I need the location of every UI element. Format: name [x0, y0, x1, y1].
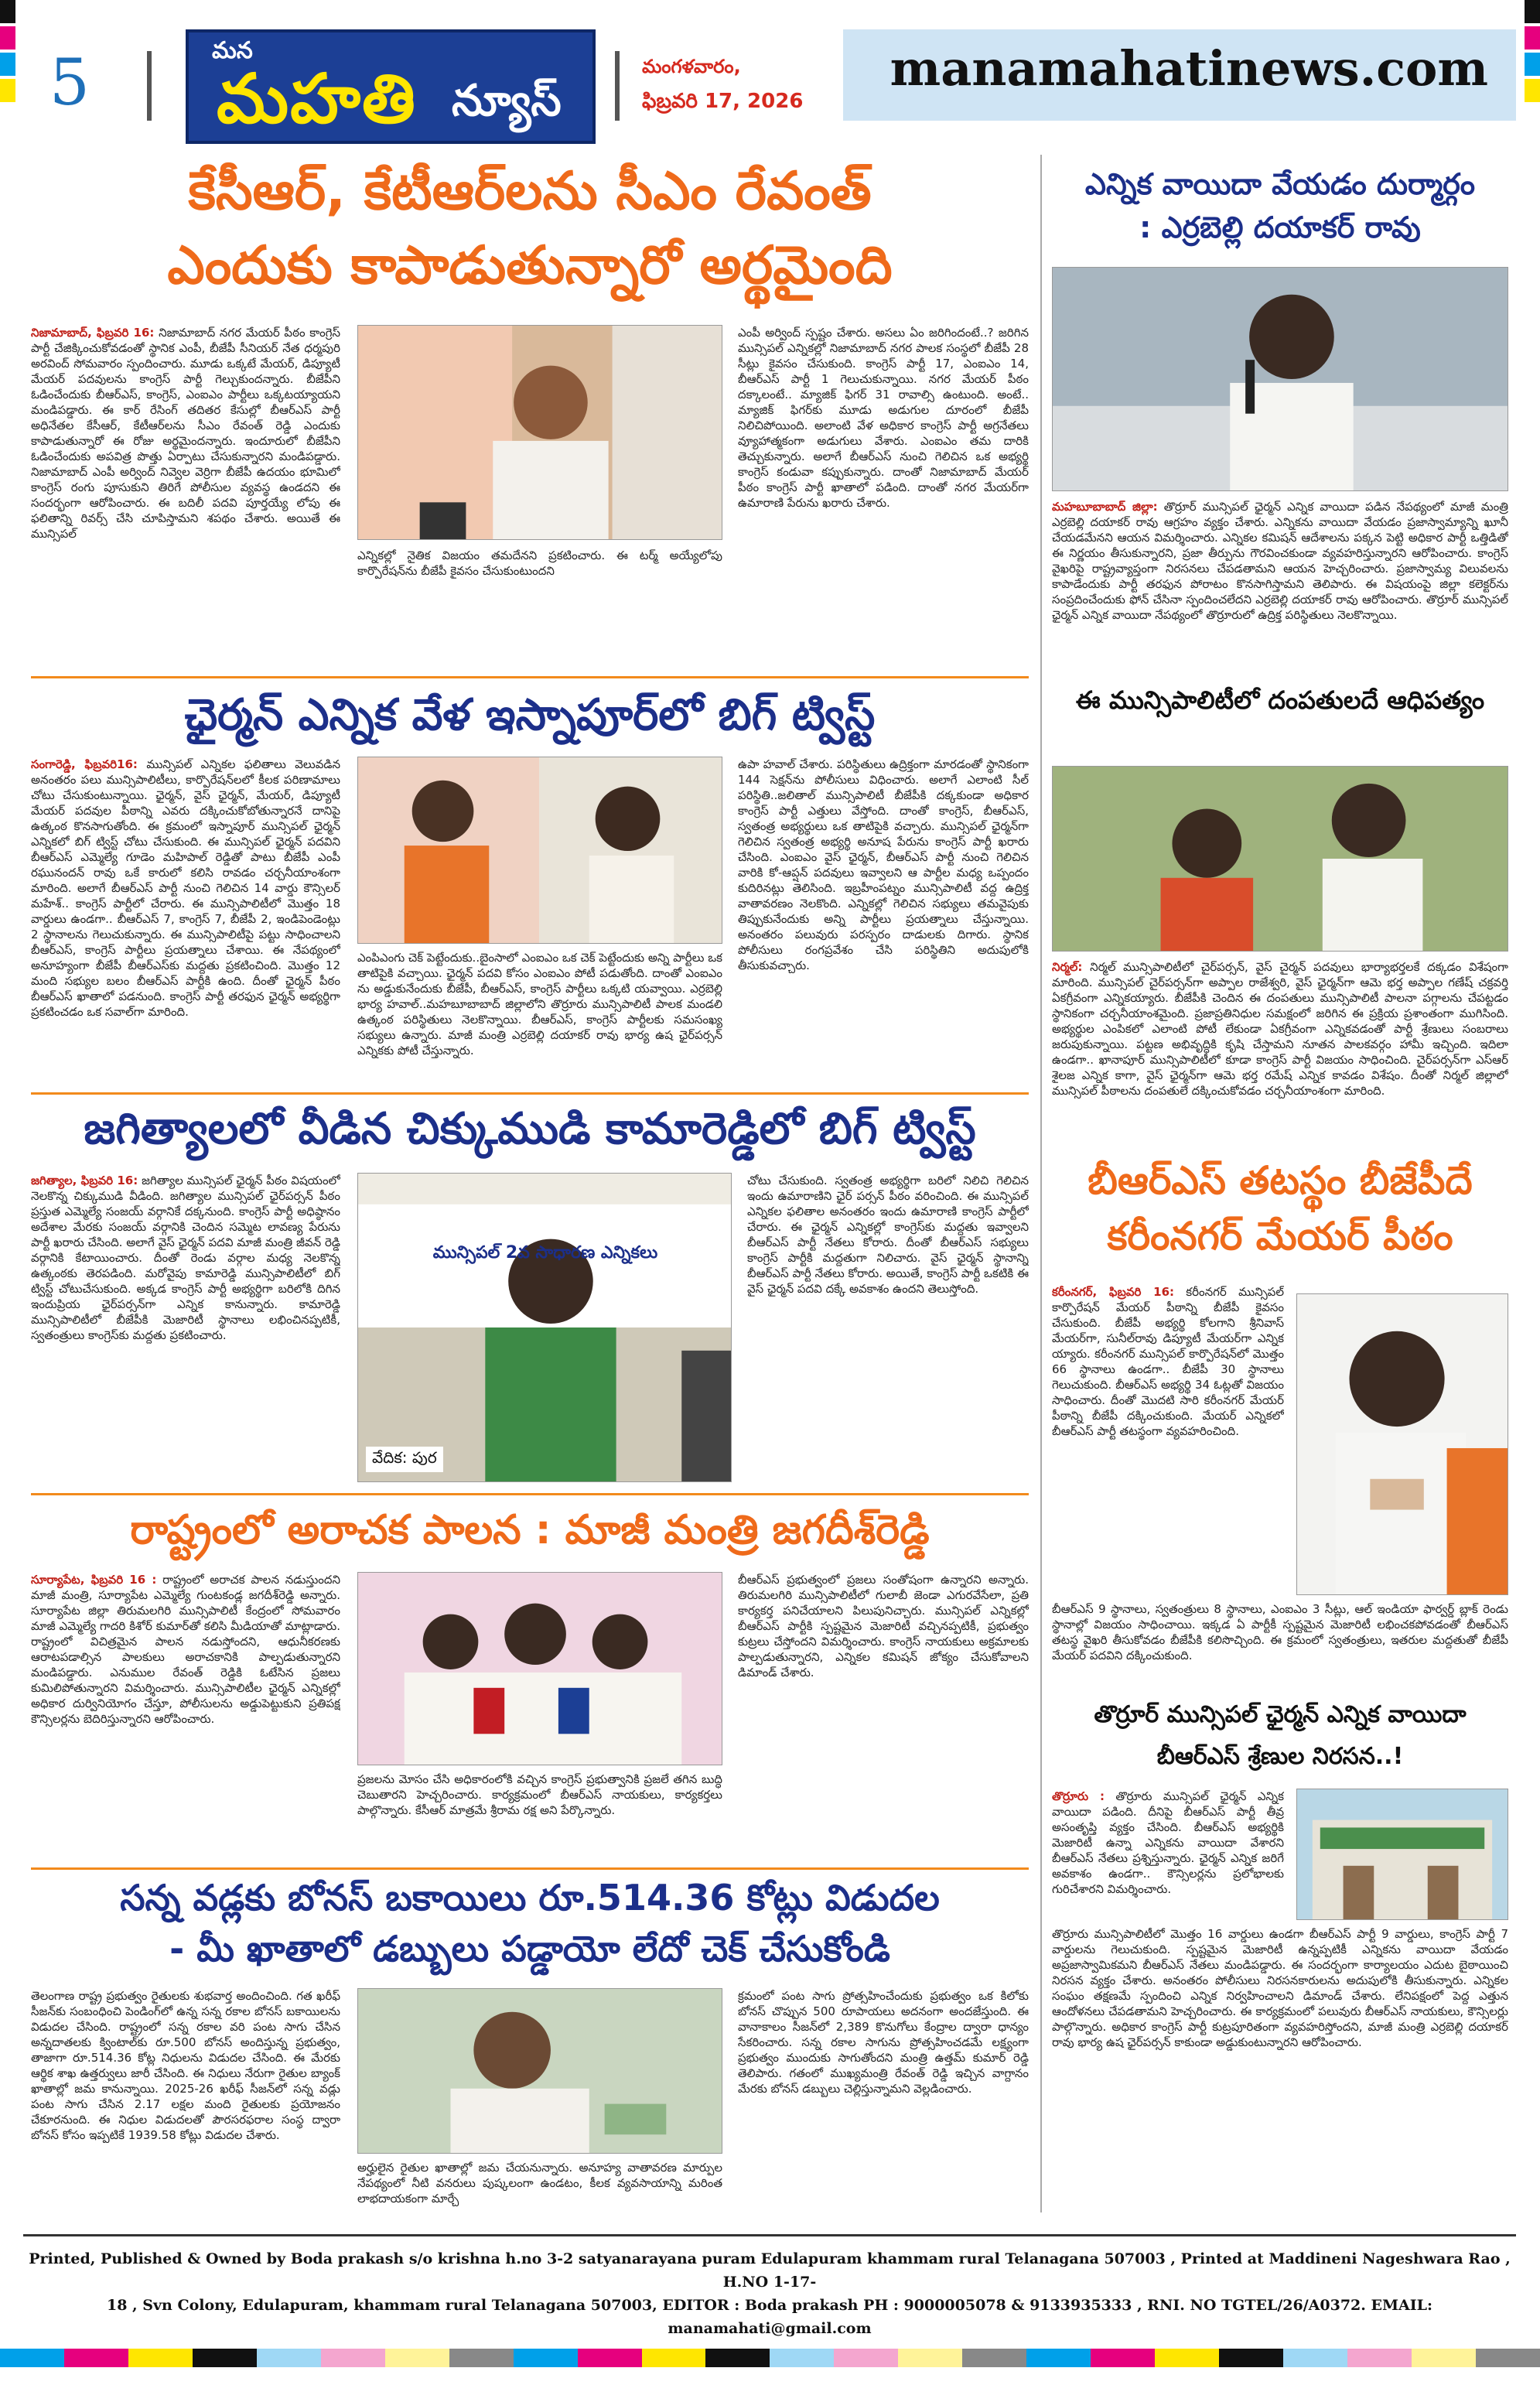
story1-headline [31, 155, 1029, 303]
story9-headline-line2: - మీ ఖాతాలో డబ్బులు పడ్డాయో లేదో చెక్ చేసుకోండి [169, 1928, 890, 1970]
story1-column-1 [31, 325, 340, 665]
story8-body-1: తొర్రూరు మున్సిపల్ ఛైర్మన్ ఎన్నిక వాయిదా పడింది. దీనిపై బీఆర్ఎస్ పార్టీ తీవ్ర అసంతృప్తి వ్యక్తం చేసింది. బీఆర్ఎస్ అభ్యర్థికి మెజారిటీ ఉన్నా ఎన్నికను వాయిదా వేశారని బీఆర్ఎస్ నేతలు ప్రశ్నిస్తున్నారు. ఛైర్మన్ ఎన్నిక జరిగే అవకాశం ఉండగా.. కౌన్సిలర్లను ప్రలోభాలకు గురిచేశారని విమర్శించారు. [1052, 1789, 1284, 1896]
story4-photo [1052, 766, 1508, 952]
story9-column-2 [357, 2160, 722, 2217]
story1-headline-line1: కేసీఆర్, కేటీఆర్‌లను సీఎం రేవంత్ [188, 161, 872, 222]
story1-photo [357, 325, 722, 540]
story6-dateline: కరీంనగర్, ఫిబ్రవరి 16: [1052, 1285, 1175, 1299]
story7-photo [357, 1572, 722, 1765]
story2-body [1052, 499, 1508, 669]
story8-headline [1052, 1694, 1508, 1778]
story8-headline-line1: తొర్రూర్ మున్సిపల్ ఛైర్మన్ ఎన్నిక వాయిదా [1094, 1701, 1467, 1728]
crop-marks-right [1525, 0, 1540, 108]
story5-column-2 [747, 1173, 1029, 1482]
story5-headline: జగిత్యాలలో వీడిన చిక్కుముడి కామారెడ్డిలో బిగ్ ట్విస్ట్ [84, 1104, 976, 1154]
issue-date-text: ఫిబ్రవరి 17, 2026 [642, 90, 804, 113]
masthead-divider [147, 51, 152, 121]
issue-day: మంగళవారం, [642, 56, 741, 77]
masthead [23, 29, 1516, 144]
story3-headline: ఛైర్మన్ ఎన్నిక వేళ ఇస్నాపూర్‌లో బిగ్ ట్విస్ట్ [184, 690, 876, 740]
story8-photo [1296, 1789, 1508, 1920]
story5-photo [357, 1173, 732, 1482]
story6-headline-line1: బీఆర్ఎస్ తటస్థం బీజేపీదే [1088, 1158, 1473, 1203]
story6-body-2 [1052, 1601, 1508, 1686]
story4-headline: ఈ మున్సిపాలిటీలో దంపతులదే ఆధిపత్యం [1075, 685, 1485, 715]
story8-headline-line2: బీఆర్ఎస్ శ్రేణుల నిరసన..! [1156, 1743, 1404, 1770]
imprint-line-1: Printed, Published & Owned by Boda prakash s/o krishna h.no 3-2 satyanarayana puram Edulapuram khammam rural Telanagana 507003 , Printed at Maddineni Nageshwara Rao , H.NO 1-17- [29, 2250, 1511, 2291]
story9-headline [31, 1872, 1029, 1974]
story7-body-3: ప్రజలను మోసం చేసి అధికారంలోకి వచ్చిన కాంగ్రెస్ ప్రభుత్వానికి ప్రజలే తగిన బుద్ధి చెబుతారని హెచ్చరించారు. కార్యక్రమంలో బీఆర్ఎస్ నాయకులు, కార్యకర్తలు పాల్గొన్నారు. కేసీఆర్ మాత్రమే శ్రీరామ రక్ష అని పేర్కొన్నారు. [357, 1772, 722, 1817]
story1-headline-line2: ఎందుకు కాపాడుతున్నారో అర్థమైంది [167, 235, 893, 296]
story7-body-1: రాష్ట్రంలో అరాచక పాలన నడుస్తుందని మాజీ మంత్రి, సూర్యాపేట ఎమ్మెల్యే గుంటకండ్ల జగదీశ్‌రెడ్డి అన్నారు. సూర్యాపేట జిల్లా తిరుమలగిరి మున్సిపాలిటీ కేంద్రంలో సోమవారం మాజీ ఎమ్మెల్యే గాదరి కిశోర్ కుమార్‌తో కలిసి మీడియాతో మాట్లాడారు. రాష్ట్రంలో విచిత్రమైన పాలన నడుస్తోందని, ఆధునీకరణకు ఆరాటపడాల్సిన పాలకులు అరాచకానికి పాల్పడుతున్నారని మండిపడ్డారు. ఎనుముల రేవంత్ రెడ్డికి ఓటేసిన ప్రజలు కుమిలిపోతున్నారని విమర్శించారు. మున్సిపాలిటీల ఛైర్మన్ ఎన్నికల్లో అధికార దుర్వినియోగం చేస్తూ, పోలీసులను అడ్డుపెట్టుకుని ప్రతిపక్ష కౌన్సిలర్లను బెదిరిస్తున్నారని ఆరోపించారు. [31, 1573, 340, 1726]
imprint-footer [23, 2234, 1516, 2340]
story1-body-1: నిజామాబాద్ నగర మేయర్ పీఠం కాంగ్రెస్ పార్టీ చేజిక్కించుకోవడంతో స్థానిక ఎంపీ, బీజేపీ సీనియర్ నేత ధర్మపురి అరవింద్ సోమవారం స్పందించారు. మూడు ఒక్కటే మేయర్, డిప్యూటీ మేయర్ పదవులను కాంగ్రెస్ పార్టీ గెల్చుకుందన్నారు. బీజేపీని ఓడించేందుకు బీఆర్ఎస్, కాంగ్రెస్, ఎంఐఎం పార్టీలు ఒక్కటయ్యాయని మండిపడ్డారు. ఈ కార్ రేసింగ్ తదితర కేసుల్లో బీఆర్ఎస్ పార్టీ అధినేతల కేసీఆర్, కేటీఆర్‌లను సీఎం రేవంత్ రెడ్డి ఎందుకు కాపాడుతున్నారో ఈ రోజు అర్థమైందన్నారు. ఇందూరులో బీజేపీని ఓడించేందుకు అపవిత్ర పొత్తు ఏర్పాటు చేసుకున్నారని మండిపడ్డారు. నిజామాబాద్ ఎంపీ అర్వింద్ నివ్వెల వెర్రిగా బీజేపీ ఉదయం భూమిలో కాంగ్రెస్ రంగు పూసుకుని తిరిగే పోలీసుల వ్యవస్థ ఉండదని ఈ సందర్భంగా ఆరోపించారు. ఈ బదిలీ పదవి పూర్తయ్యే లోపు ఈ ఫలితాన్ని రివర్స్ చేసి చూపిస్తామని శపథం చేశారు. అయితే ఈ మున్సిపల్ [31, 326, 340, 541]
story9-body-1: తెలంగాణ రాష్ట్ర ప్రభుత్వం రైతులకు శుభవార్త అందించింది. గత ఖరీఫ్ సీజన్‌కు సంబంధించి పెండింగ్‌లో ఉన్న సన్న రకాల బోనస్ బకాయిలను విడుదల చేసింది. రాష్ట్రంలో సన్న రకాల వరి పంట సాగు చేసిన అన్నదాతలకు క్వింటాల్‌కు రూ.500 బోనస్ అందిస్తున్న ప్రభుత్వం, తాజాగా రూ.514.36 కోట్ల నిధులను విడుదల చేసింది. ఈ మేరకు ఆర్థిక శాఖ ఉత్తర్వులు జారీ చేసింది. ఈ నిధులు నేరుగా రైతుల బ్యాంక్ ఖాతాల్లో జమ కానున్నాయి. 2025-26 ఖరీఫ్ సీజన్‌లో సన్న వడ్లు పంట సాగు చేసిన 2.17 లక్షల మంది రైతులకు ప్రయోజనం చేకూరనుంది. ఈ నిధుల విడుదలతో పౌరసరఫరాల సంస్థ ద్వారా బోనస్ కోసం ఇప్పటికే 1939.58 కోట్లు విడుదల చేశారు. [31, 1989, 340, 2142]
issue-date [642, 56, 835, 118]
section-rule [31, 1867, 1029, 1870]
story2-photo [1052, 267, 1508, 491]
story3-column-1 [31, 757, 340, 1081]
story8-dateline: తొర్రూరు : [1052, 1789, 1105, 1803]
story4-dateline: నిర్మల్: [1052, 960, 1083, 974]
story3-dateline: సంగారెడ్డి, ఫిబ్రవరి16: [31, 757, 138, 771]
story1-body-3: ఎంపీ అర్వింద్ స్పష్టం చేశారు. అసలు ఏం జరిగిందంటే..? జరిగిన మున్సిపల్ ఎన్నికల్లో నిజామాబాద్ నగర పాలక సంస్థలో బీజేపీ 28 సీట్లు కైవసం చేసుకుంది. కాంగ్రెస్ పార్టీ 17, ఎంఐఎం 14, బీఆర్ఎస్ పార్టీ 1 గెలుచుకున్నాయి. నగర మేయర్ పీఠం దక్కాలంటే.. మ్యాజిక్ ఫిగర్ 31 రావాల్సి ఉంటుంది. అంటే.. మ్యాజిక్ ఫిగర్‌కు మూడు అడుగుల దూరంలో బీజేపీ నిలిచిపోయింది. అలాంటి వేళ అధికార కాంగ్రెస్ పార్టీ అగ్రనేతలు వ్యూహాత్మకంగా అడుగులు వేశారు. ఎంఐఎం తమ దారికి తెచ్చుకున్నారు. అలాగే బీఆర్ఎస్ నుంచి గెలిచిన ఒక అభ్యర్థి కాంగ్రెస్ కండువా కప్పుకున్నారు. దాంతో నిజామాబాద్ మేయర్ పీఠం కాంగ్రెస్ పార్టీ ఖాతాలో పడింది. దాంతో నగర మేయర్‌గా ఉమారాణి పేరును ఖరారు చేశారు. [738, 326, 1029, 510]
story1-column-2 [357, 548, 722, 664]
story7-column-1 [31, 1572, 340, 1858]
story3-photo [357, 757, 722, 944]
story2-headline [1052, 162, 1508, 249]
story5-column-1 [31, 1173, 340, 1482]
story6-body-2-text: బీఆర్ఎస్ 9 స్థానాలు, స్వతంత్రులు 8 స్థానాలు, ఎంఐఎం 3 సీట్లు, ఆల్ ఇండియా ఫార్వర్డ్ బ్లాక్ రెండు స్థానాల్లో విజయం సాధించాయి. ఇక్కడ ఏ పార్టీకీ స్పష్టమైన మెజారిటీ లభించకపోవడంతో బీఆర్ఎస్ తటస్థ వైఖరి తీసుకోవడం బీజేపీకి కలిసొచ్చింది. ఈ క్రమంలో స్వతంత్రులు, ఇతరుల మద్దతుతో బీజేపీ మేయర్ పదవిని దక్కించుకుంది. [1052, 1602, 1508, 1662]
story9-headline-line1: సన్న వడ్లకు బోనస్ బకాయిలు రూ.514.36 కోట్లు విడుదల [120, 1877, 940, 1919]
story5-photo-caption: వేదిక: పుర [366, 1447, 443, 1472]
story3-column-3 [738, 757, 1029, 1081]
website-url[interactable]: manamahatinews.com [890, 40, 1488, 97]
print-color-bar [0, 2349, 1540, 2367]
story6-headline-line2: కరీంనగర్ మేయర్ పీఠం [1107, 1214, 1453, 1259]
story7-headline: రాష్ట్రంలో అరాచక పాలన : మాజీ మంత్రి జగదీశ్‌రెడ్డి [130, 1507, 930, 1553]
section-rule [31, 1092, 1029, 1095]
logo-main-text: మహతి [217, 59, 417, 138]
story5-body-2: చోటు చేసుకుంది. స్వతంత్ర అభ్యర్థిగా బరిలో నిలిచి గెలిచిన ఇందు ఉమారాణిని ఛైర్ పర్సన్ పీఠం వరించింది. ఈ మున్సిపల్ ఎన్నికల ఫలితాల అనంతరం ఇందు ఉమారాణి కాంగ్రెస్ పార్టీలో చేరారు. ఈ ఛైర్మన్ ఎన్నికల్లో కాంగ్రెస్‌కు మద్దతు ఇవ్వాలని బీఆర్ఎస్ పార్టీ నేతలు కోరారు. దీంతో బీఆర్ఎస్ సభ్యులు కాంగ్రెస్ పార్టీకి మద్దతుగా నిలిచారు. వైస్ ఛైర్మన్ స్థానాన్ని బీఆర్ఎస్ పార్టీ నేతలు కోరారు. అయితే, కాంగ్రెస్ పార్టీ ఒకటికి ఈ వైస్ ఛైర్మన్ పదవి దక్కే అవకాశం ఉందని తెలుస్తోంది. [747, 1174, 1029, 1296]
story3-body-2: ఎంపిఎంగు చెక్ పెట్టేందుకు..బైంసాలో ఎంఐఎం ఒక చెక్ పెట్టేందుకు అన్ని పార్టీలు ఒక తాటిపైకి వచ్చాయి. ఛైర్మన్ పదవి కోసం ఎంఐఎం పోటీ పడుతోంది. దాంతో ఎంఐఎం ను అడ్డుకునేందుకు బీజేపీ, బీఆర్ఎస్, కాంగ్రెస్ పార్టీలు ఒక్కటి యవ్వాయి. ఎర్రబెల్లి భార్య హవాల్..మహబూబాబాద్ జిల్లాలోని తొర్రూరు మున్సిపాలిటీ పాలక మండలి ఉత్కంఠ పరిస్థితులు నెలకొన్నాయి. బీఆర్ఎస్, కాంగ్రెస్ పార్టీలకు సమసంఖ్య సభ్యులు ఉన్నారు. మాజీ మంత్రి ఎర్రబెల్లి దయాకర్ రావు భార్య ఉష ఛైర్‌పర్సన్ ఎన్నికకు పోటీ చేస్తున్నారు. [357, 951, 722, 1058]
imprint-line-2: 18 , Svn Colony, Edulapuram, khammam rural Telanagana 507003, EDITOR : Boda prakash PH : 9000005078 & 9133935333 , RNI. NO TGTEL/26/A0372. EMAIL: manamahati@gmail.com [106, 2297, 1433, 2337]
story9-body-2: అర్హులైన రైతుల ఖాతాల్లో జమ చేయనున్నారు. అనూహ్య వాతావరణ మార్పుల నేపథ్యంలో నీటి వనరులు పుష్కలంగా ఉండటం, కీలక వ్యవసాయాన్ని మరింత లాభదాయకంగా మార్చే [357, 2161, 722, 2206]
story2-headline-line1: ఎన్నిక వాయిదా వేయడం దుర్మార్గం [1084, 167, 1476, 201]
section-rule [31, 676, 1029, 678]
story9-body-3: క్రమంలో పంట సాగు ప్రోత్సహించేందుకు ప్రభుత్వం ఒక కిలోకు బోనస్ చొప్పున 500 రూపాయలు అదనంగా అందజేస్తుంది. ఈ వానాకాలం సీజన్‌లో 2,389 కొనుగోలు కేంద్రాల ద్వారా ధాన్యం సేకరించారు. సన్న రకాల సాగును ప్రోత్సహించడమే లక్ష్యంగా ప్రభుత్వం ముందుకు సాగుతోందని మంత్రి ఉత్తమ్ కుమార్ రెడ్డి తెలిపారు. గతంలో ముఖ్యమంత్రి రేవంత్ రెడ్డి ఇచ్చిన వాగ్దానం మేరకు బోనస్ డబ్బులు చెల్లిస్తున్నామని వెల్లడించారు. [738, 1989, 1029, 2096]
story5-body-1: జగిత్యాల మున్సిపల్ ఛైర్మన్ పీఠం విషయంలో నెలకొన్న చిక్కుముడి వీడింది. జగిత్యాల మున్సిపల్ ఛైర్‌పర్సన్ పీఠం ప్రస్తుత ఎమ్మెల్యే సంజయ్ వర్గానికే దక్కనుంది. కాంగ్రెస్ పార్టీ అధిష్ఠానం అదేశాల మేరకు సంజయ్ వర్గానికి చెందిన సమ్మెట లావణ్య పేరును పార్టీ ఖరారు చేసింది. అలాగే వైస్ ఛైర్మన్ పదవి మాజీ మంత్రి జీవన్ రెడ్డి వర్గానికి కేటాయించారు. దీంతో రెండు వర్గాల మధ్య నెలకొన్న ఉత్కంఠకు తెరపడింది. మరోవైపు కామారెడ్డి మున్సిపాలిటీలో బిగ్ ట్విస్ట్ చోటుచేసుకుంది. అక్కడ కాంగ్రెస్ పార్టీ అభ్యర్థిగా బరిలోకి దిగిన ఇందుప్రియ ఛైర్‌పర్సన్‌గా ఎన్నిక కానున్నారు. కామారెడ్డి మున్సిపాలిటీలో బీజేపీకి మెజారిటీ స్థానాలు లభించినప్పటికీ, స్వతంత్రులు కాంగ్రెస్‌కు మద్దతు ప్రకటించారు. [31, 1174, 340, 1342]
story5-photo-banner: మున్సిపల్ 2వ సాధారణ ఎన్నికలు [432, 1243, 658, 1263]
story6-column-1 [1052, 1284, 1284, 1594]
story6-headline [1052, 1153, 1508, 1264]
logo-news-text: న్యూస్ [452, 76, 562, 126]
story8-body-2 [1052, 1926, 1508, 2212]
story9-photo [357, 1988, 722, 2154]
story9-column-1 [31, 1988, 340, 2217]
story4-body [1052, 959, 1508, 1137]
story2-body-text: తొర్రూర్ మున్సిపల్ ఛైర్మన్ ఎన్నిక వాయిదా పడిన నేపథ్యంలో మాజీ మంత్రి ఎర్రబెల్లి దయాకర్ రావు ఆగ్రహం వ్యక్తం చేశారు. ఎన్నికను వాయిదా వేయడం ప్రజాస్వామ్యాన్ని ఖూనీ చేయడమేనని ఆయన విమర్శించారు. ఎన్నికల కమిషన్ ఆదేశాలను పక్కన పెట్టి అధికార పార్టీ ఒత్తిడితో ఈ నిర్ణయం తీసుకున్నారని, ప్రజా తీర్పును గౌరవించకుండా వ్యవహరిస్తున్నారని ఆరోపించారు. కాంగ్రెస్ వైఖరిపై రాష్ట్రవ్యాప్తంగా నిరసనలు చేపడతామని ఆయన హెచ్చరించారు. ప్రజాస్వామ్య విలువలను కాపాడేందుకు పార్టీ తరఫున పోరాటం కొనసాగిస్తామని తెలిపారు. ఈ విషయంపై జిల్లా కలెక్టర్‌ను సంప్రదించేందుకు ఫోన్ చేసినా స్పందించలేదని ఎర్రబెల్లి దయాకర్ రావు ఆరోపించారు. తొర్రూర్ మున్సిపల్ ఛైర్మన్ ఎన్నిక వాయిదా నేపథ్యంలో తొర్రూరులో ఉద్రిక్త పరిస్థితులు నెలకొన్నాయి. [1052, 500, 1508, 622]
story2-headline-line2: : ఎర్రబెల్లి దయాకర్ రావు [1139, 210, 1421, 244]
page-number: 5 [49, 46, 90, 120]
newspaper-logo [186, 29, 596, 144]
story9-column-3 [738, 1988, 1029, 2217]
story1-column-3 [738, 325, 1029, 665]
story8-column-1 [1052, 1789, 1284, 1920]
story7-column-2 [357, 1772, 722, 1857]
story8-body-2-text: తొర్రూరు మున్సిపాలిటీలో మొత్తం 16 వార్డులు ఉండగా బీఆర్ఎస్ పార్టీ 9 వార్డులు, కాంగ్రెస్ పార్టీ 7 వార్డులను గెలుచుకుంది. స్పష్టమైన మెజారిటీ ఉన్నప్పటికీ ఎన్నికను వాయిదా వేయడం అప్రజాస్వామికమని బీఆర్ఎస్ నేతలు మండిపడ్డారు. ఈ సందర్భంగా కార్యాలయం ఎదుట బైఠాయించి నిరసన వ్యక్తం చేశారు. అనంతరం పోలీసులు నిరసనకారులను అదుపులోకి తీసుకున్నారు. ఎన్నికల సంఘం తక్షణమే స్పందించి ఎన్నిక నిర్వహించాలని డిమాండ్ చేశారు. లేనిపక్షంలో పెద్ద ఎత్తున ఆందోళనలు చేపడతామని హెచ్చరించారు. ఈ కార్యక్రమంలో పలువురు బీఆర్ఎస్ నాయకులు, కౌన్సిలర్లు పాల్గొన్నారు. అధికార కాంగ్రెస్ పార్టీ కుట్రపూరితంగా వ్యవహరిస్తోందని, మాజీ మంత్రి ఎర్రబెల్లి దయాకర్ రావు భార్య ఉష ఛైర్‌పర్సన్ కాకుండా అడ్డుకుంటున్నారని ఆరోపించారు. [1052, 1927, 1508, 2049]
story7-column-3 [738, 1572, 1029, 1858]
story5-dateline: జగిత్యాల, ఫిబ్రవరి 16: [31, 1174, 138, 1187]
section-rule [31, 1493, 1029, 1495]
story3-column-2 [357, 950, 722, 1081]
story7-dateline: సూర్యాపేట, ఫిబ్రవరి 16 : [31, 1573, 157, 1587]
crop-marks-left [0, 0, 15, 108]
story3-body-3: ఉపా హవాల్ చేశారు. పరిస్థితులు ఉద్రిక్తంగా మారడంతో స్థానికంగా 144 సెక్షన్‌ను పోలీసులు విధించారు. అలాగే ఎలాంటి సీల్ పరిస్థితి..జలితాల్ మున్సిపాలిటీ బీజేపీకి దక్కకుండా అధికార కాంగ్రెస్ పార్టీ ఎత్తులు వేస్తోంది. దాంతో కాంగ్రెస్, బీఆర్ఎస్, స్వతంత్ర అభ్యర్థులు ఒక తాటిపైకి వచ్చారు. మున్సిపల్ ఛైర్మన్‌గా గెలిచిన స్వతంత్ర అభ్యర్థి అనూష పేరును కాంగ్రెస్ పార్టీ ఖరారు చేసింది. ఎంఐఎం వైస్ ఛైర్మన్, బీఆర్ఎస్ పార్టీ నుంచి గెలిచిన వారికి కో-ఆప్షన్ పదవులు ఇవ్వాలని ఆ పార్టీల మధ్య ఒప్పందం కుదిరినట్లు తెలిసింది. ఇబ్రహీంపట్నం మున్సిపాలిటీ వద్ద ఉద్రిక్త వాతావరణం నెలకొంది. ఎన్నికల్లో గెలిచిన సభ్యులు తమవైపుకు తిప్పుకునేందుకు అన్ని పార్టీలు ప్రయత్నాలు చేస్తున్నాయి. అనంతరం పలువురు పరస్పరం దాడులకు దిగారు. స్థానిక పోలీసులు రంగప్రవేశం చేసి పరిస్థితిని అదుపులోకి తీసుకువచ్చారు. [738, 757, 1029, 972]
story1-dateline: నిజామాబాద్, ఫిబ్రవరి 16: [31, 326, 155, 340]
story1-body-2: ఎన్నికల్లో నైతిక విజయం తమదేనని ప్రకటించారు. ఈ టర్మ్ అయ్యేలోపు కార్పొరేషన్‌ను బీజేపీ కైవసం చేసుకుంటుందని [357, 548, 722, 578]
story6-body-1: కరీంనగర్ మున్సిపల్ కార్పొరేషన్ మేయర్ పీఠాన్ని బీజేపీ కైవసం చేసుకుంది. బీజేపీ అభ్యర్థి కోలగాని శ్రీనివాస్ మేయర్‌గా, సునీల్‌రావు డిప్యూటీ మేయర్‌గా ఎన్నిక య్యారు. కరీంనగర్ మున్సిపల్ కార్పొరేషన్‌లో మొత్తం 66 స్థానాలు ఉండగా.. బీజేపీ 30 స్థానాలు గెలుచుకుంది. బీఆర్ఎస్ అభ్యర్థి 34 ఓట్లతో విజయం సాధించారు. దీంతో మొదటి సారి కరీంనగర్ మేయర్ పీఠాన్ని బీజేపీ దక్కించుకుంది. మేయర్ ఎన్నికలో బీఆర్ఎస్ పార్టీ తటస్థంగా వ్యవహరించింది. [1052, 1285, 1284, 1438]
story6-photo [1296, 1293, 1508, 1595]
masthead-divider [615, 51, 620, 121]
website-banner [843, 29, 1516, 121]
story4-body-text: నిర్మల్ మున్సిపాలిటీలో చైర్‌పర్సన్, వైస్ చైర్మన్ పదవులు భార్యాభర్తలకే దక్కడం విశేషంగా మారింది. మున్సిపల్ చైర్‌పర్సన్‌గా అప్పాల రాజేశ్వరి, వైస్ ఛైర్మన్‌గా ఆమె భర్త అప్పాల గణేష్ చక్రవర్తి ఏకగ్రీవంగా ఎన్నికయ్యారు. బీజేపీకి చెందిన ఈ దంపతులు మున్సిపాలిటీ పాలనా పగ్గాలను చేపట్టడం స్థానికంగా చర్చనీయాంశమైంది. ప్రజాప్రతినిధుల సమక్షంలో జరిగిన ఈ ప్రక్రియ ప్రశాంతంగా ముగిసింది. అభ్యర్థుల ఎంపికలో ఎలాంటి పోటీ లేకుండా ఏకగ్రీవంగా ఎన్నికవడంతో పార్టీ శ్రేణులు సంబరాలు జరుపుకున్నాయి. పట్టణ అభివృద్ధికి కృషి చేస్తామని నూతన పాలకవర్గం హామీ ఇచ్చింది. ఇదిలా ఉండగా.. ఖానాపూర్ మున్సిపాలిటీలో కూడా కాంగ్రెస్ పార్టీ విజయం సాధించింది. చైర్‌పర్సన్‌గా ఎస్‌ఆర్ శైలజ ఎన్నిక కాగా, వైస్ ఛైర్మన్‌గా ఆమె భర్త రమేష్ ఎన్నిక కావడం విశేషం. దీంతో నిర్మల్ జిల్లాలో మున్సిపల్ పీఠాలను దంపతులే దక్కించుకోవడం చర్చనీయాంశంగా మారింది. [1052, 960, 1508, 1098]
logo-small-text: మన [212, 37, 253, 64]
column-divider [1040, 155, 1042, 2212]
story3-body-1: మున్సిపల్ ఎన్నికల ఫలితాలు వెలువడిన అనంతరం పలు మున్సిపాలిటీలు, కార్పొరేషన్‌లలో కీలక పరిణామాలు చోటు చేసుకుంటున్నాయి. ఛైర్మన్, వైస్ ఛైర్మన్, మేయర్, డిప్యూటీ మేయర్ పదవుల పీఠాన్ని ఎవరు దక్కించుకోబోతున్నారనే దానిపై ఉత్కంఠ కొనసాగుతోంది. ఈ క్రమంలో ఇస్నాపూర్ మున్సిపల్ ఛైర్మన్ ఎన్నికలో బిగ్ ట్విస్ట్ చోటు చేసుకుంది. ఈ మున్సిపల్ ఛైర్మన్ పదవిని బీఆర్ఎస్ ఎమ్మెల్యే గూడెం మహిపాల్ రెడ్డితో పాటు బీజేపీ ఎంపీ రఘునందన్ రావు ఒకే కారులో కలిసి రావడం చర్చనీయాంశంగా మారింది. అలాగే బీఆర్ఎస్ పార్టీ నుంచి గెలిచిన 14 వార్డు కౌన్సిలర్ మహేశ్.. కాంగ్రెస్ పార్టీలో చేరారు. ఈ మున్సిపాలిటీలో మొత్తం 18 వార్డులు ఉండగా.. బీఆర్ఎస్ 7, కాంగ్రెస్ 7, బీజేపీ 2, ఇండిపెండెంట్లు 2 స్థానాలను గెలుచుకున్నారు. ఈ మున్సిపాలిటీపై పట్టు సాధించాలని బీఆర్ఎస్, కాంగ్రెస్ పార్టీలు ప్రయత్నాలు చేశాయి. ఈ నేపథ్యంలో అనూహ్యంగా బీజేపీ బీఆర్ఎస్‌కు మద్దతు ప్రకటించింది. మొత్తం 12 మంది సభ్యుల బలం బీఆర్ఎస్ పార్టీకి ఉంది. దీంతో ఛైర్మన్ పీఠం బీఆర్ఎస్ ఖాతాలో పడనుంది. కాంగ్రెస్ పార్టీ తరఫున ఛైర్మన్ అభ్యర్థిగా ప్రకటించడం ఒక సవాల్‌గా మారింది. [31, 757, 340, 1019]
story7-body-2: బీఆర్ఎస్ ప్రభుత్వంలో ప్రజలు సంతోషంగా ఉన్నారని అన్నారు. తిరుమలగిరి మున్సిపాలిటీలో గులాబీ జెండా ఎగురవేసేలా, ప్రతి కార్యకర్త పనిచేయాలని పిలుపునిచ్చారు. మున్సిపల్ ఎన్నికల్లో బీఆర్ఎస్ పార్టీకి స్పష్టమైన మెజారిటీ వచ్చినప్పటికీ, ప్రభుత్వం కుట్రలు చేస్తోందని విమర్శించారు. కాంగ్రెస్ నాయకులు అక్రమాలకు పాల్పడుతున్నారని, ఎన్నికల కమిషన్ జోక్యం చేసుకోవాలని డిమాండ్ చేశారు. [738, 1573, 1029, 1679]
story2-dateline: మహబూబాబాద్ జిల్లా: [1052, 500, 1158, 514]
